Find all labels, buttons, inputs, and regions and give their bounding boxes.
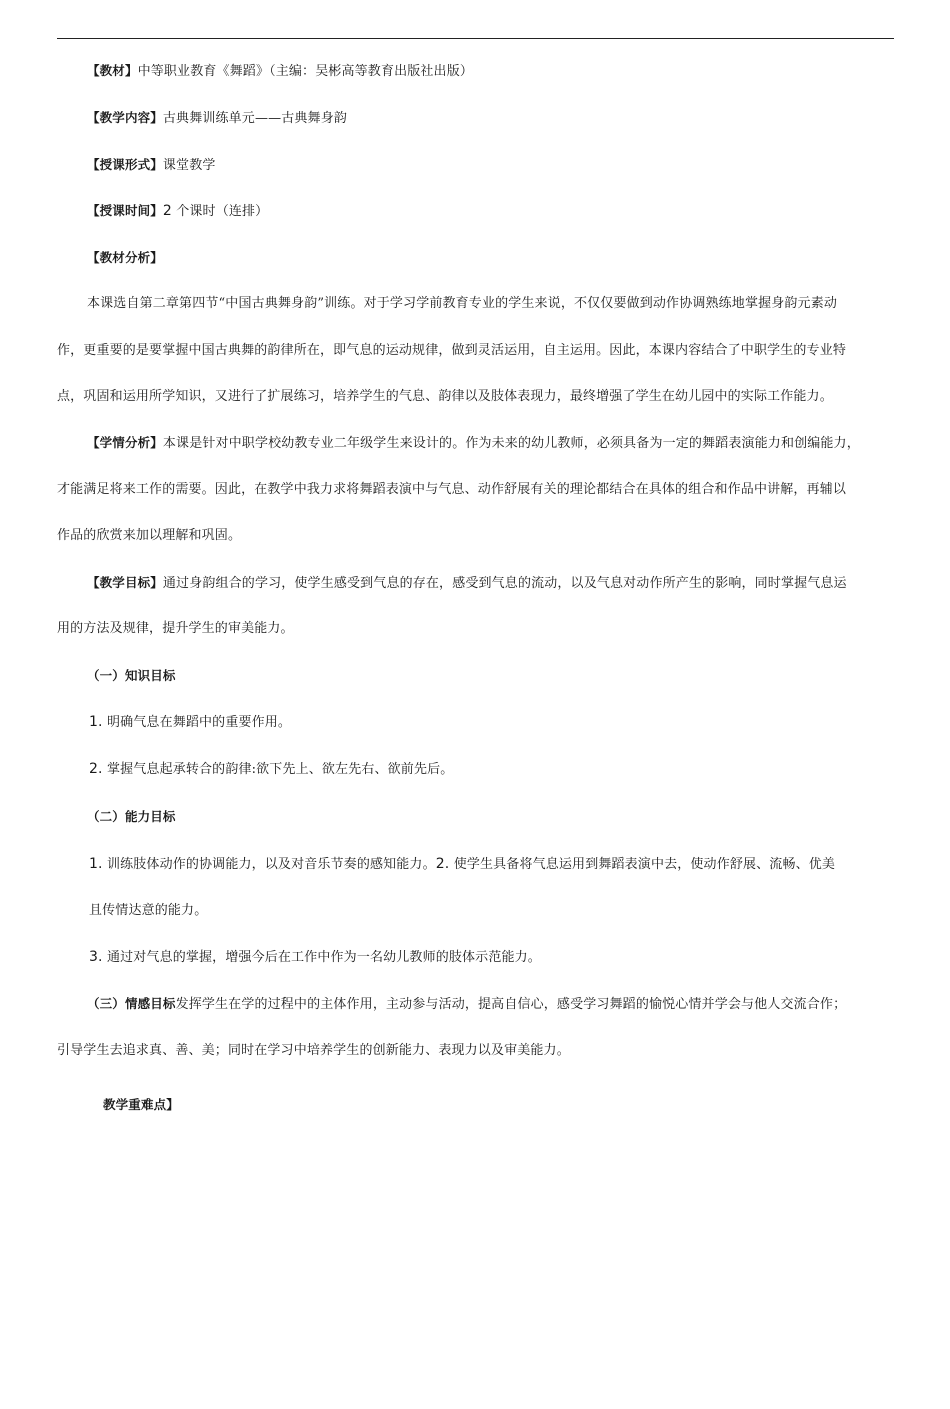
time-line — [87, 202, 937, 221]
analysis-line-3: 点，巩固和运用所学知识，又进行了扩展练习，培养学生的气息、韵律以及肢体表现力，最终增强了学生在幼儿园中的实际工作能力。 — [57, 389, 833, 404]
students-line-3: 作品的欣赏来加以理解和巩固。 — [57, 528, 242, 543]
goals-label: 【教学目标】 — [87, 575, 163, 590]
ability-item-1-text: 训练肢体动作的协调能力，以及对音乐节奏的感知能力。 — [106, 857, 436, 872]
difficulty-title: 教学重难点】 — [103, 1097, 179, 1112]
knowledge-item-1-text: 明确气息在舞蹈中的重要作用。 — [106, 715, 292, 730]
students-line-1 — [87, 434, 937, 453]
textbook-text: 中等职业教育《舞蹈》（主编：吴彬高等教育出版社出版） — [137, 64, 474, 79]
ability-item-1 — [89, 855, 939, 874]
students-text-1: 本课是针对中职学校幼教专业二年级学生来设计的。作为未来的幼儿教师，必须具备为一定的舞蹈表演能力和创编能力， — [162, 436, 860, 451]
knowledge-title: （一）知识目标 — [87, 668, 176, 683]
top-rule — [57, 38, 894, 39]
emotion-line-1 — [87, 995, 937, 1014]
knowledge-item-1 — [89, 713, 939, 732]
analysis-line-1: 本课选自第二章第四节“中国古典舞身韵”训练。对于学习学前教育专业的学生来说，不仅仅要做到动作协调熟练地掌握身韵元素动 — [87, 296, 837, 311]
goals-line-2: 用的方法及规律，提升学生的审美能力。 — [57, 621, 294, 636]
time-number: 2 — [162, 203, 172, 219]
goals-line-1 — [87, 574, 937, 593]
emotion-title: （三）情感目标 — [87, 996, 176, 1011]
ability-item-3-text: 通过对气息的掌握，增强今后在工作中作为一名幼儿教师的肢体示范能力。 — [106, 950, 541, 965]
time-label: 【授课时间】 — [87, 203, 163, 218]
time-text: 个课时（连排） — [171, 204, 269, 219]
knowledge-item-1-number: 1. — [89, 714, 103, 730]
students-label: 【学情分析】 — [87, 435, 163, 450]
emotion-line-2: 引导学生去追求真、善、美；同时在学习中培养学生的创新能力、表现力以及审美能力。 — [57, 1043, 570, 1058]
ability-item-2-number: 2. — [435, 856, 450, 872]
textbook-line — [87, 62, 937, 81]
content-text: 古典舞训练单元——古典舞身韵 — [162, 111, 348, 126]
goals-text-1: 通过身韵组合的学习，使学生感受到气息的存在，感受到气息的流动，以及气息对动作所产生的影响，同时掌握气息运 — [162, 576, 847, 591]
content-label: 【教学内容】 — [87, 110, 163, 125]
ability-title: （二）能力目标 — [87, 809, 176, 824]
textbook-label: 【教材】 — [87, 63, 138, 78]
ability-item-2-text: 使学生具备将气息运用到舞蹈表演中去，使动作舒展、流畅、优美 — [453, 857, 836, 872]
ability-item-3-number: 3. — [89, 949, 103, 965]
analysis-line-2: 作，更重要的是要掌握中国古典舞的韵律所在，即气息的运动规律，做到灵活运用，自主运用。因此，本课内容结合了中职学生的专业特 — [57, 343, 847, 358]
content-line — [87, 109, 937, 128]
form-line — [87, 156, 937, 175]
ability-item-3 — [89, 948, 939, 967]
ability-item-2-continuation: 且传情达意的能力。 — [89, 903, 208, 918]
knowledge-item-2-number: 2. — [89, 761, 103, 777]
emotion-text-1: 发挥学生在学的过程中的主体作用，主动参与活动，提高自信心，感受学习舞蹈的愉悦心情并学会与他人交流合作； — [175, 997, 847, 1012]
knowledge-item-2 — [89, 760, 939, 779]
students-line-2: 才能满足将来工作的需要。因此，在教学中我力求将舞蹈表演中与气息、动作舒展有关的理论都结合在具体的组合和作品中讲解，再辅以 — [57, 482, 847, 497]
analysis-title: 【教材分析】 — [87, 250, 163, 265]
form-label: 【授课形式】 — [87, 157, 163, 172]
form-text: 课堂教学 — [162, 158, 216, 173]
knowledge-item-2-text: 掌握气息起承转合的韵律:欲下先上、欲左先右、欲前先后。 — [106, 762, 454, 777]
ability-item-1-number: 1. — [89, 856, 103, 872]
